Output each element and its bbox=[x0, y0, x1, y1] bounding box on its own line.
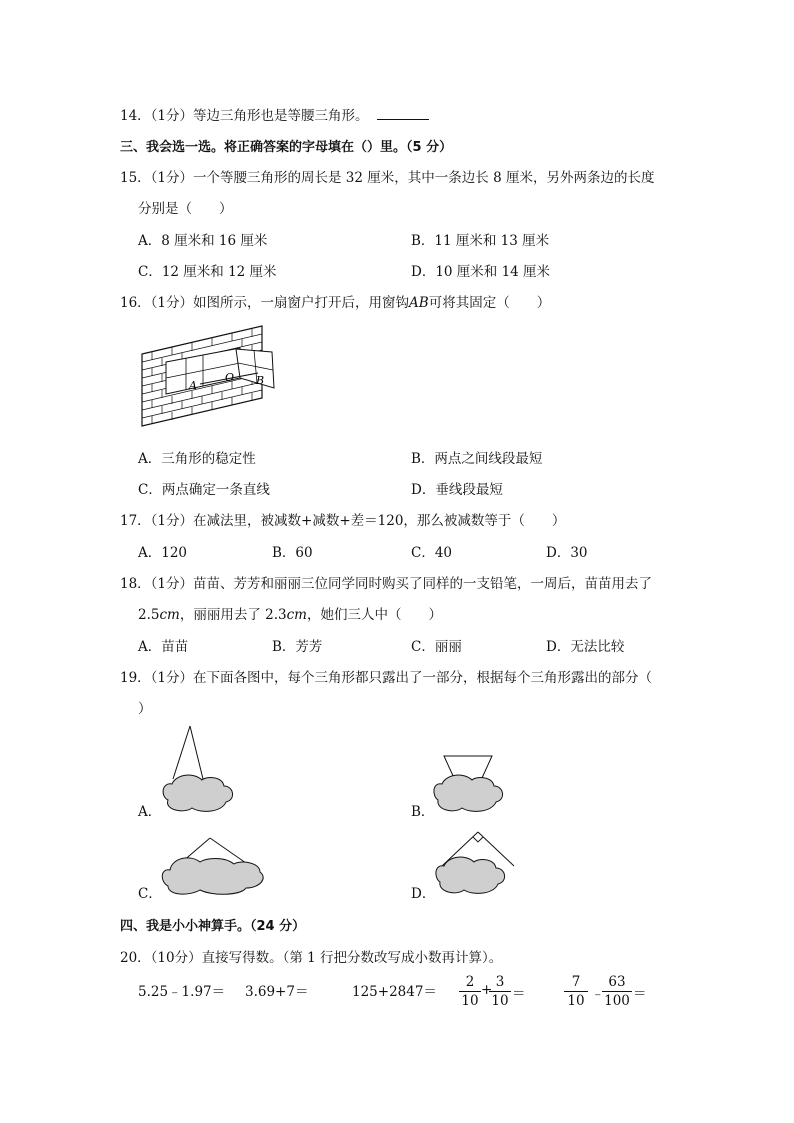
question-15-line1: 15．（1分）一个等腰三角形的周长是 32 厘米，其中一条边长 8 厘米，另外两条边的长度 bbox=[120, 170, 655, 186]
q17-option-c[interactable]: C．40 bbox=[411, 545, 453, 561]
question-16-suffix: 可将其固定（ ） bbox=[428, 295, 551, 311]
q16-option-b[interactable]: B．两点之间线段最短 bbox=[411, 451, 543, 467]
question-18-line1: 18．（1分）苗苗、芳芳和丽丽三位同学同时购买了同样的一支铅笔，一周后，苗苗用去了 bbox=[120, 576, 653, 592]
label-a: A bbox=[189, 379, 197, 392]
q19-option-b-label[interactable]: B． bbox=[411, 804, 435, 820]
numerator: 7 bbox=[571, 974, 581, 990]
label-o: O bbox=[225, 371, 235, 384]
q20-frac-2a bbox=[564, 974, 588, 1009]
q18-unit-2: cm bbox=[286, 607, 307, 623]
question-16-var: AB bbox=[409, 295, 429, 311]
window-figure bbox=[140, 322, 280, 428]
q19-option-a-figure[interactable] bbox=[160, 724, 240, 814]
q20-frac-1b bbox=[489, 974, 511, 1009]
section-3-title: 三、我会选一选。将正确答案的字母填在（）里。（5 分） bbox=[120, 140, 453, 155]
question-16-prefix: 16．（1分）如图所示，一扇窗户打开后，用窗钩 bbox=[120, 295, 410, 311]
q18-text-end: ，她们三人中（ ） bbox=[307, 607, 442, 623]
q17-option-b[interactable]: B．60 bbox=[272, 545, 313, 561]
denominator: 10 bbox=[491, 993, 509, 1009]
question-14-text: 14．（1分）等边三角形也是等腰三角形。 bbox=[120, 108, 369, 124]
q19-option-b-figure[interactable] bbox=[432, 752, 512, 814]
question-19-line2: ） bbox=[138, 701, 152, 717]
q20-frac-eq-2: ＝ bbox=[633, 986, 647, 1002]
q18-value-1: 2.5 bbox=[138, 607, 160, 623]
q15-option-d[interactable]: D．10 厘米和 14 厘米 bbox=[411, 264, 551, 280]
q17-option-d[interactable]: D．30 bbox=[546, 545, 588, 561]
q18-option-b[interactable]: B．芳芳 bbox=[272, 639, 323, 655]
question-17: 17．（1分）在减法里，被减数+减数+差＝120，那么被减数等于（ ） bbox=[120, 513, 566, 529]
q16-option-d[interactable]: D．垂线段最短 bbox=[411, 482, 503, 498]
q19-option-d-label[interactable]: D． bbox=[411, 886, 436, 902]
q15-option-c[interactable]: C．12 厘米和 12 厘米 bbox=[138, 264, 277, 280]
label-b: B bbox=[256, 374, 265, 387]
numerator: 63 bbox=[608, 974, 626, 990]
q15-option-a[interactable]: A．8 厘米和 16 厘米 bbox=[138, 233, 268, 249]
q19-option-c-figure[interactable] bbox=[160, 834, 270, 896]
denominator: 10 bbox=[567, 993, 585, 1009]
q20-frac-op-2: ﹣ bbox=[591, 986, 605, 1002]
numerator: 3 bbox=[495, 974, 505, 990]
q20-frac-eq-1: ＝ bbox=[512, 986, 526, 1002]
q18-text-mid: ，丽丽用去了 2.3 bbox=[179, 607, 287, 623]
q19-option-c-label[interactable]: C． bbox=[138, 886, 162, 902]
section-4-title: 四、我是小小神算手。（24 分） bbox=[120, 919, 306, 934]
q19-option-d-figure[interactable] bbox=[432, 826, 532, 896]
question-19-line1: 19．（1分）在下面各图中，每个三角形都只露出了一部分，根据每个三角形露出的部分（ bbox=[120, 670, 653, 686]
q19-option-a-label[interactable]: A． bbox=[138, 804, 162, 820]
numerator: 2 bbox=[465, 974, 475, 990]
q16-option-c[interactable]: C．两点确定一条直线 bbox=[138, 482, 270, 498]
question-15-line2: 分别是（ ） bbox=[138, 201, 233, 217]
q15-option-b[interactable]: B．11 厘米和 13 厘米 bbox=[411, 233, 550, 249]
q16-option-a[interactable]: A．三角形的稳定性 bbox=[138, 451, 256, 467]
q18-unit-1: cm bbox=[159, 607, 180, 623]
q20-frac-1a bbox=[459, 974, 481, 1009]
q20-expr-2: 3.69+7＝ bbox=[245, 984, 309, 1000]
q18-option-a[interactable]: A．苗苗 bbox=[138, 639, 189, 655]
question-16 bbox=[120, 291, 550, 311]
question-20: 20．（10分）直接写得数。（第 1 行把分数改写成小数再计算）。 bbox=[120, 950, 503, 966]
q20-expr-3: 125+2847＝ bbox=[352, 984, 437, 1000]
q17-option-a[interactable]: A．120 bbox=[138, 545, 188, 561]
denominator: 100 bbox=[604, 993, 630, 1009]
q20-frac-2b bbox=[602, 974, 632, 1009]
question-14 bbox=[120, 104, 429, 124]
answer-blank[interactable] bbox=[377, 107, 429, 120]
denominator: 10 bbox=[461, 993, 479, 1009]
q18-option-d[interactable]: D．无法比较 bbox=[546, 639, 625, 655]
q20-expr-1: 5.25﹣1.97＝ bbox=[138, 984, 226, 1000]
q20-frac-op-1: + bbox=[481, 982, 493, 998]
q18-option-c[interactable]: C．丽丽 bbox=[411, 639, 462, 655]
question-18-line2 bbox=[138, 603, 442, 623]
